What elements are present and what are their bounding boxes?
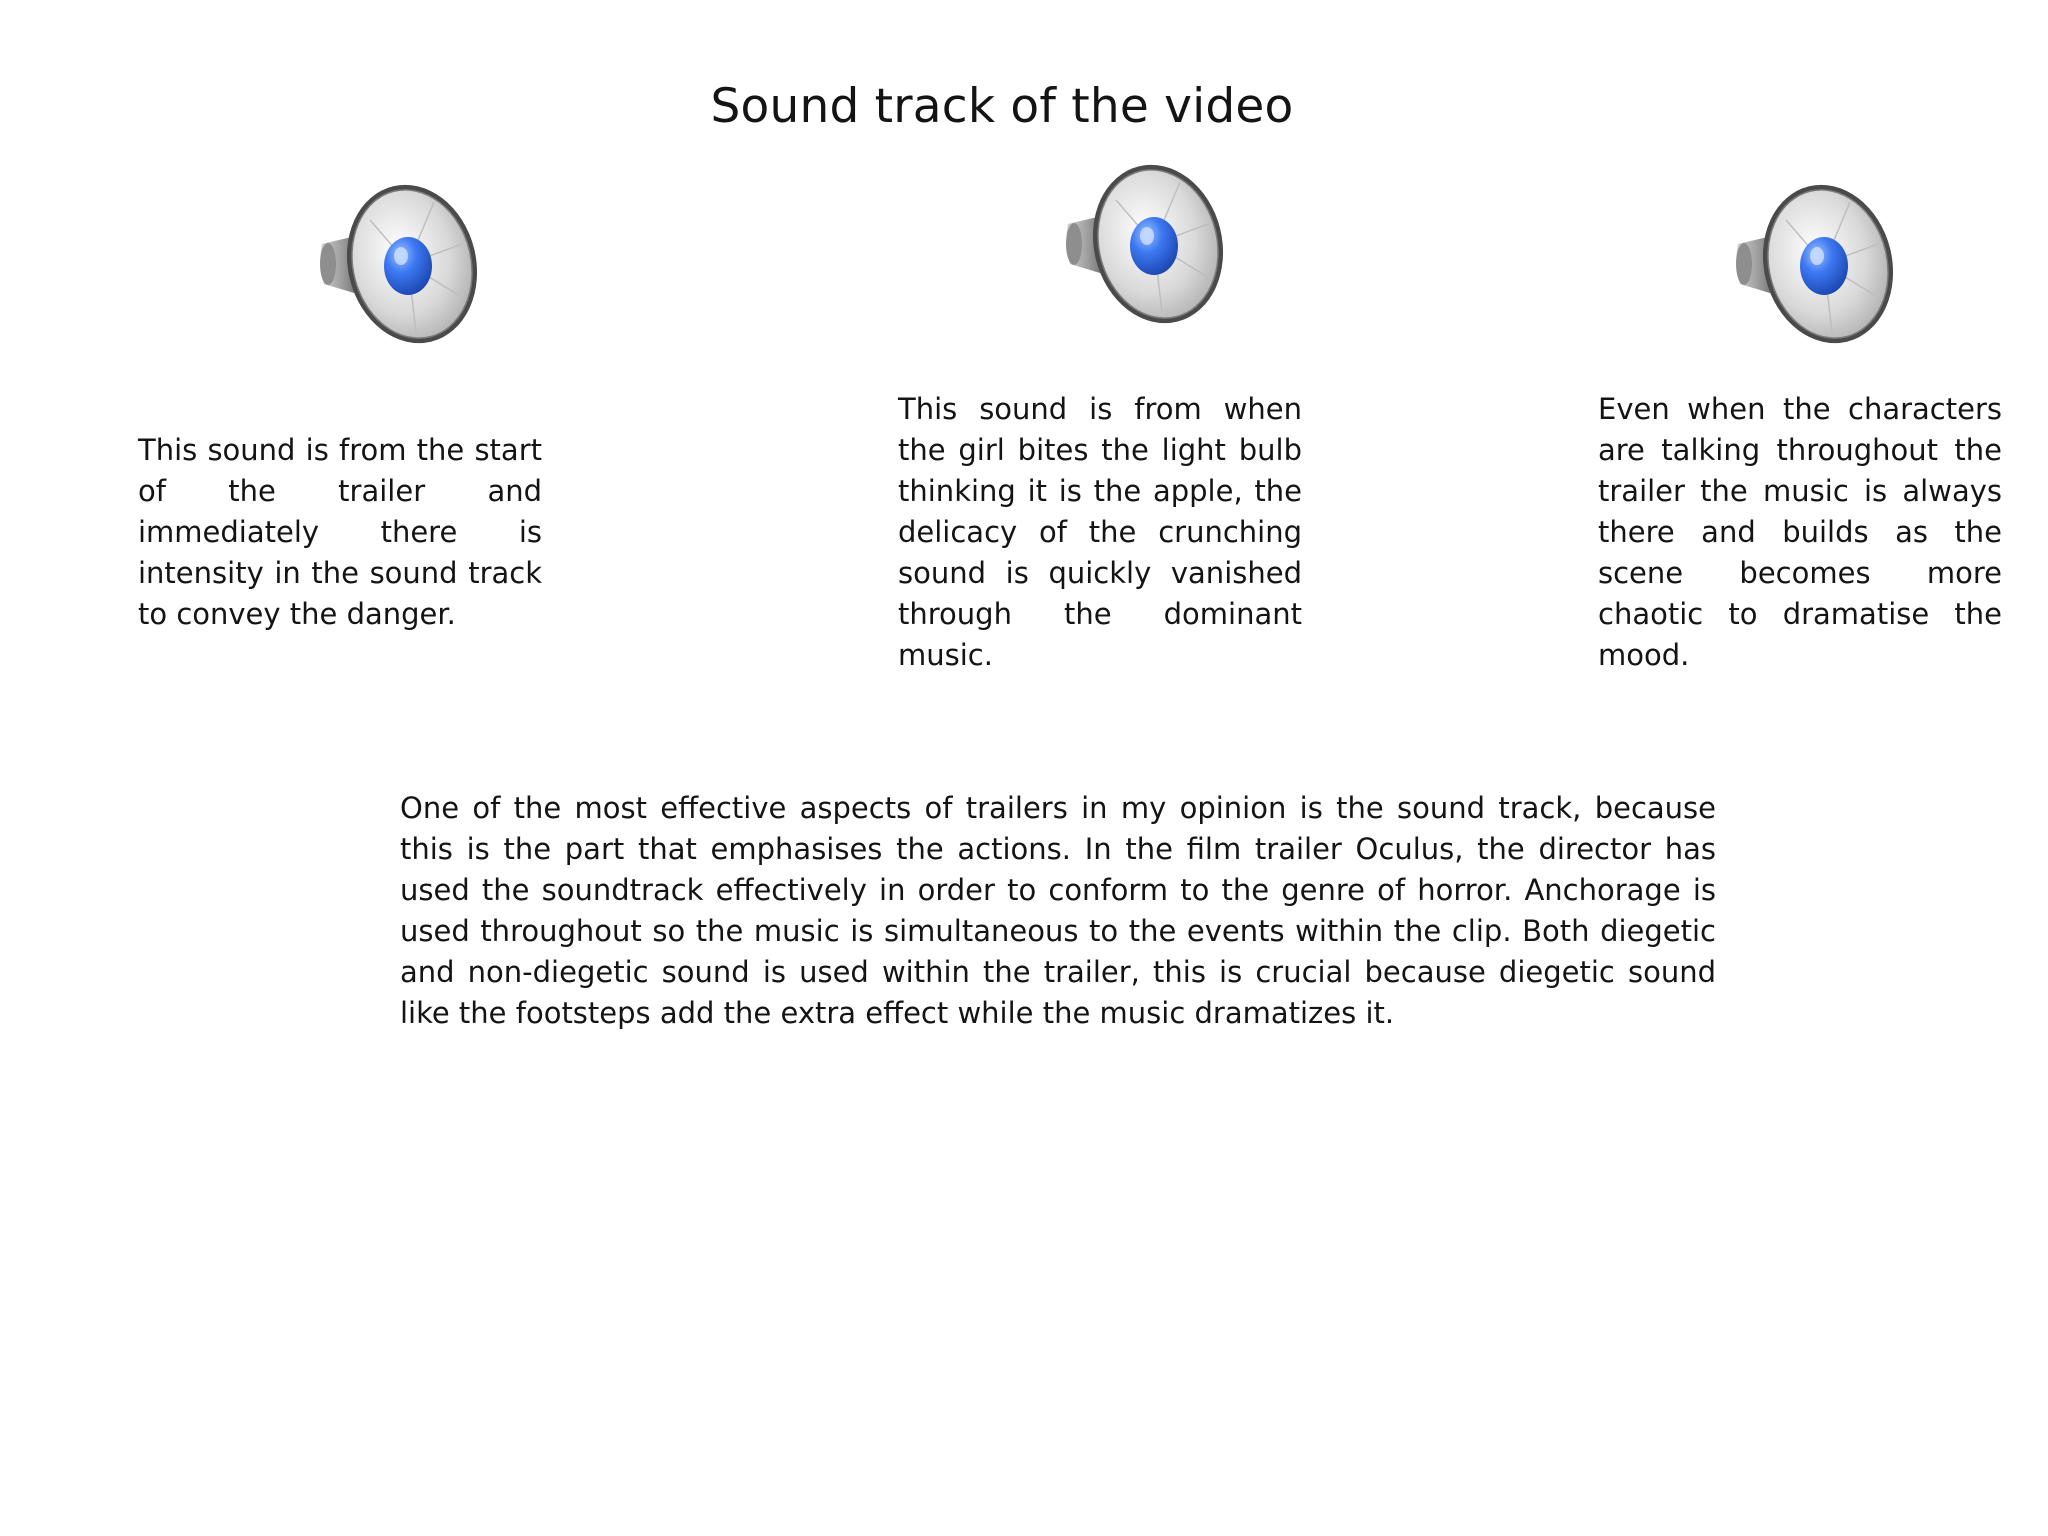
speaker-icon[interactable] (1058, 152, 1238, 332)
body-paragraph: One of the most effective aspects of trailers in my opinion is the sound track, because this is the part that emphasises the actions. In the film trailer Oculus, the director has used the soundtrack effectively in order to conform to the genre of horror. Anchorage is used throughout so the music is simultaneous to the events within the clip. Both diegetic and non-diegetic sound is used within the trailer, this is crucial because diegetic sound like the footsteps add the extra effect while the music dramatizes it. (400, 791, 1716, 1030)
caption-text: This sound is from the start of the trailer and immediately there is intensity in the sound track to convey the danger. (138, 433, 542, 631)
speaker-icon-graphic (1058, 152, 1238, 332)
speaker-icon-graphic (312, 172, 492, 352)
caption-text: This sound is from when the girl bites the light bulb thinking it is the apple, the delicacy of the crunching sound is quickly vanished through the dominant music. (898, 392, 1302, 672)
speaker-icon[interactable] (312, 172, 492, 352)
speaker-icon-graphic (1728, 172, 1908, 352)
caption-text: Even when the characters are talking throughout the trailer the music is always there and builds as the scene becomes more chaotic to dramatise the mood. (1598, 392, 2002, 672)
speaker-icon[interactable] (1728, 172, 1908, 352)
slide-title: Sound track of the video (710, 79, 1294, 135)
